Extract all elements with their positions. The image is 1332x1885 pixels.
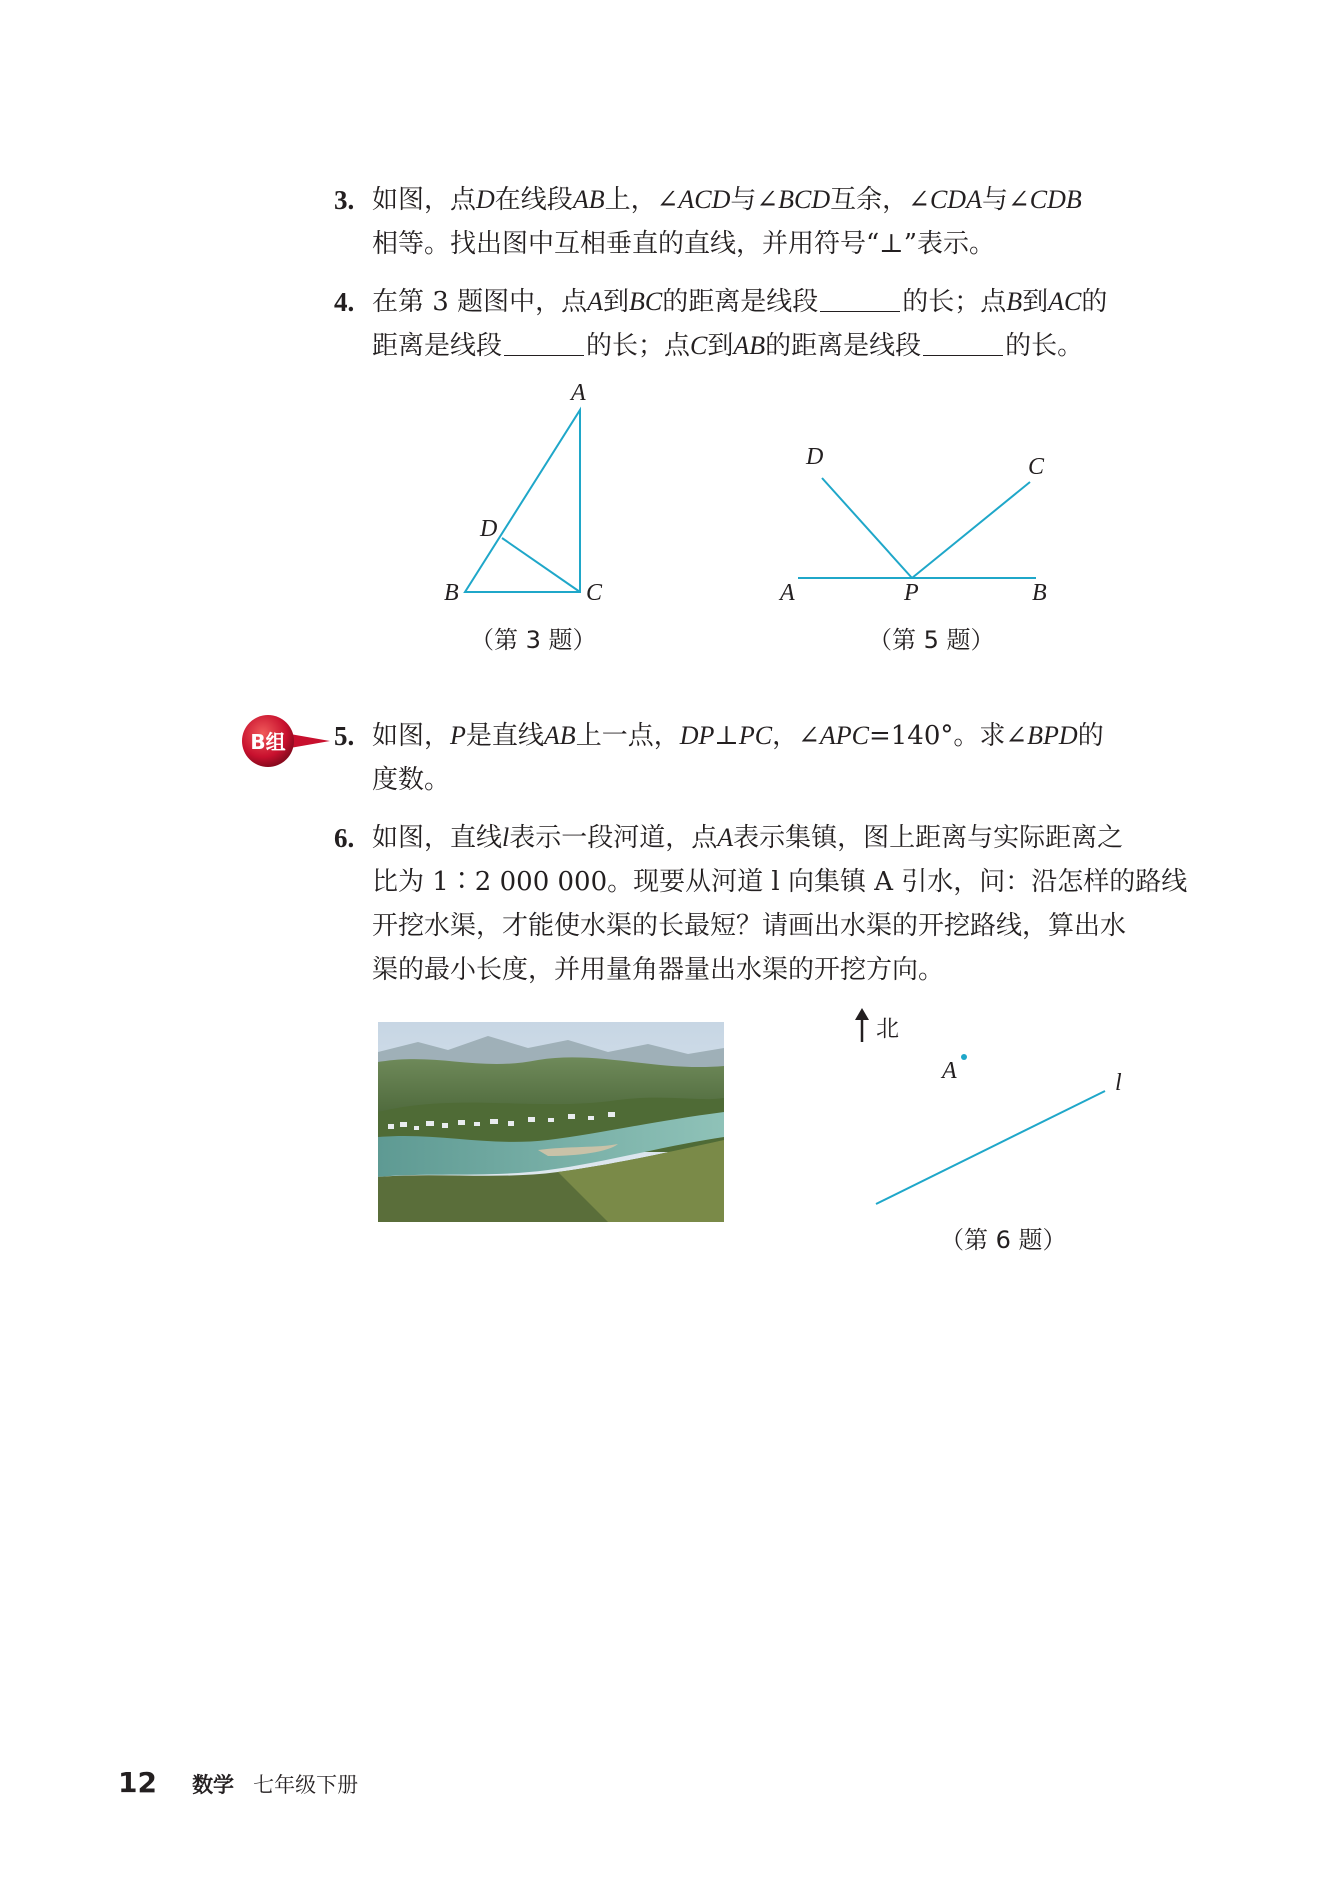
segment-cd <box>502 538 580 592</box>
figure-5 <box>770 440 1070 614</box>
question-3 <box>334 178 1164 266</box>
question-5-line-1: 如图，P是直线AB上一点，DP⊥PC，∠APC=140°。求∠BPD的 <box>372 721 1104 751</box>
grade-name: 七年级下册 <box>253 1773 359 1797</box>
badge-pointer <box>290 734 330 748</box>
figure-3-diagram <box>430 380 650 610</box>
label-a: A <box>571 380 586 406</box>
label-c: C <box>586 580 603 606</box>
question-4-line-2: 距离是线段 的长；点C到AB的距离是线段 的长。 <box>372 331 1084 361</box>
question-5-line-2: 度数。 <box>372 765 451 795</box>
label-d: D <box>480 516 498 542</box>
label-b: B <box>1032 580 1047 606</box>
north-label: 北 <box>876 1016 899 1042</box>
triangle-abc <box>465 410 580 592</box>
river-photo-graphic <box>378 1022 724 1222</box>
ray-pd <box>822 478 912 578</box>
question-number: 6. <box>334 823 355 853</box>
label-b: B <box>444 580 459 606</box>
north-arrowhead-icon <box>855 1008 869 1020</box>
label-c: C <box>1028 454 1045 480</box>
question-6 <box>334 816 1188 992</box>
page-footer <box>118 1766 358 1799</box>
group-b-badge <box>240 714 332 772</box>
figure-3-caption: （第 3 题） <box>470 626 597 654</box>
question-6-line-3: 开挖水渠，才能使水渠的长最短？请画出水渠的开挖路线，算出水 <box>372 911 1127 941</box>
ray-pc <box>912 482 1030 578</box>
answer-blank[interactable] <box>820 285 900 312</box>
line-l <box>876 1091 1105 1204</box>
question-number: 5. <box>334 721 355 751</box>
label-d: D <box>806 444 824 470</box>
label-a: A <box>942 1058 957 1084</box>
question-4 <box>334 280 1164 368</box>
figure-6 <box>850 1008 1150 1222</box>
question-number: 4. <box>334 287 355 317</box>
question-3-line-1: 如图，点D在线段AB上，∠ACD与∠BCD互余，∠CDA与∠CDB <box>372 185 1082 215</box>
figure-5-caption: （第 5 题） <box>868 626 995 654</box>
question-3-line-2: 相等。找出图中互相垂直的直线，并用符号“⊥”表示。 <box>372 229 996 259</box>
figure-3 <box>430 380 650 614</box>
question-6-line-1: 如图，直线l表示一段河道，点A表示集镇，图上距离与实际距离之 <box>372 823 1124 853</box>
question-4-line-1: 在第 3 题图中，点A到BC的距离是线段 的长；点B到AC的 <box>372 287 1108 317</box>
label-l: l <box>1115 1070 1122 1096</box>
answer-blank[interactable] <box>504 329 584 356</box>
question-5 <box>334 714 1164 802</box>
question-6-line-4: 渠的最小长度，并用量角器量出水渠的开挖方向。 <box>372 955 945 985</box>
figure-5-diagram <box>770 440 1070 610</box>
subject-name: 数学 <box>192 1773 235 1797</box>
badge-text: B组 <box>250 730 286 754</box>
badge-graphic <box>240 714 332 768</box>
page-number: 12 <box>118 1766 157 1799</box>
label-p: P <box>904 580 919 606</box>
question-number: 3. <box>334 185 355 215</box>
river-landscape-photo <box>378 1022 724 1222</box>
answer-blank[interactable] <box>923 329 1003 356</box>
figure-6-diagram <box>850 1008 1150 1218</box>
label-a: A <box>780 580 795 606</box>
point-a <box>961 1054 967 1060</box>
figure-6-caption: （第 6 题） <box>940 1226 1067 1254</box>
question-6-line-2: 比为 1∶2 000 000。现要从河道 l 向集镇 A 引水，问：沿怎样的路线 <box>372 867 1188 897</box>
